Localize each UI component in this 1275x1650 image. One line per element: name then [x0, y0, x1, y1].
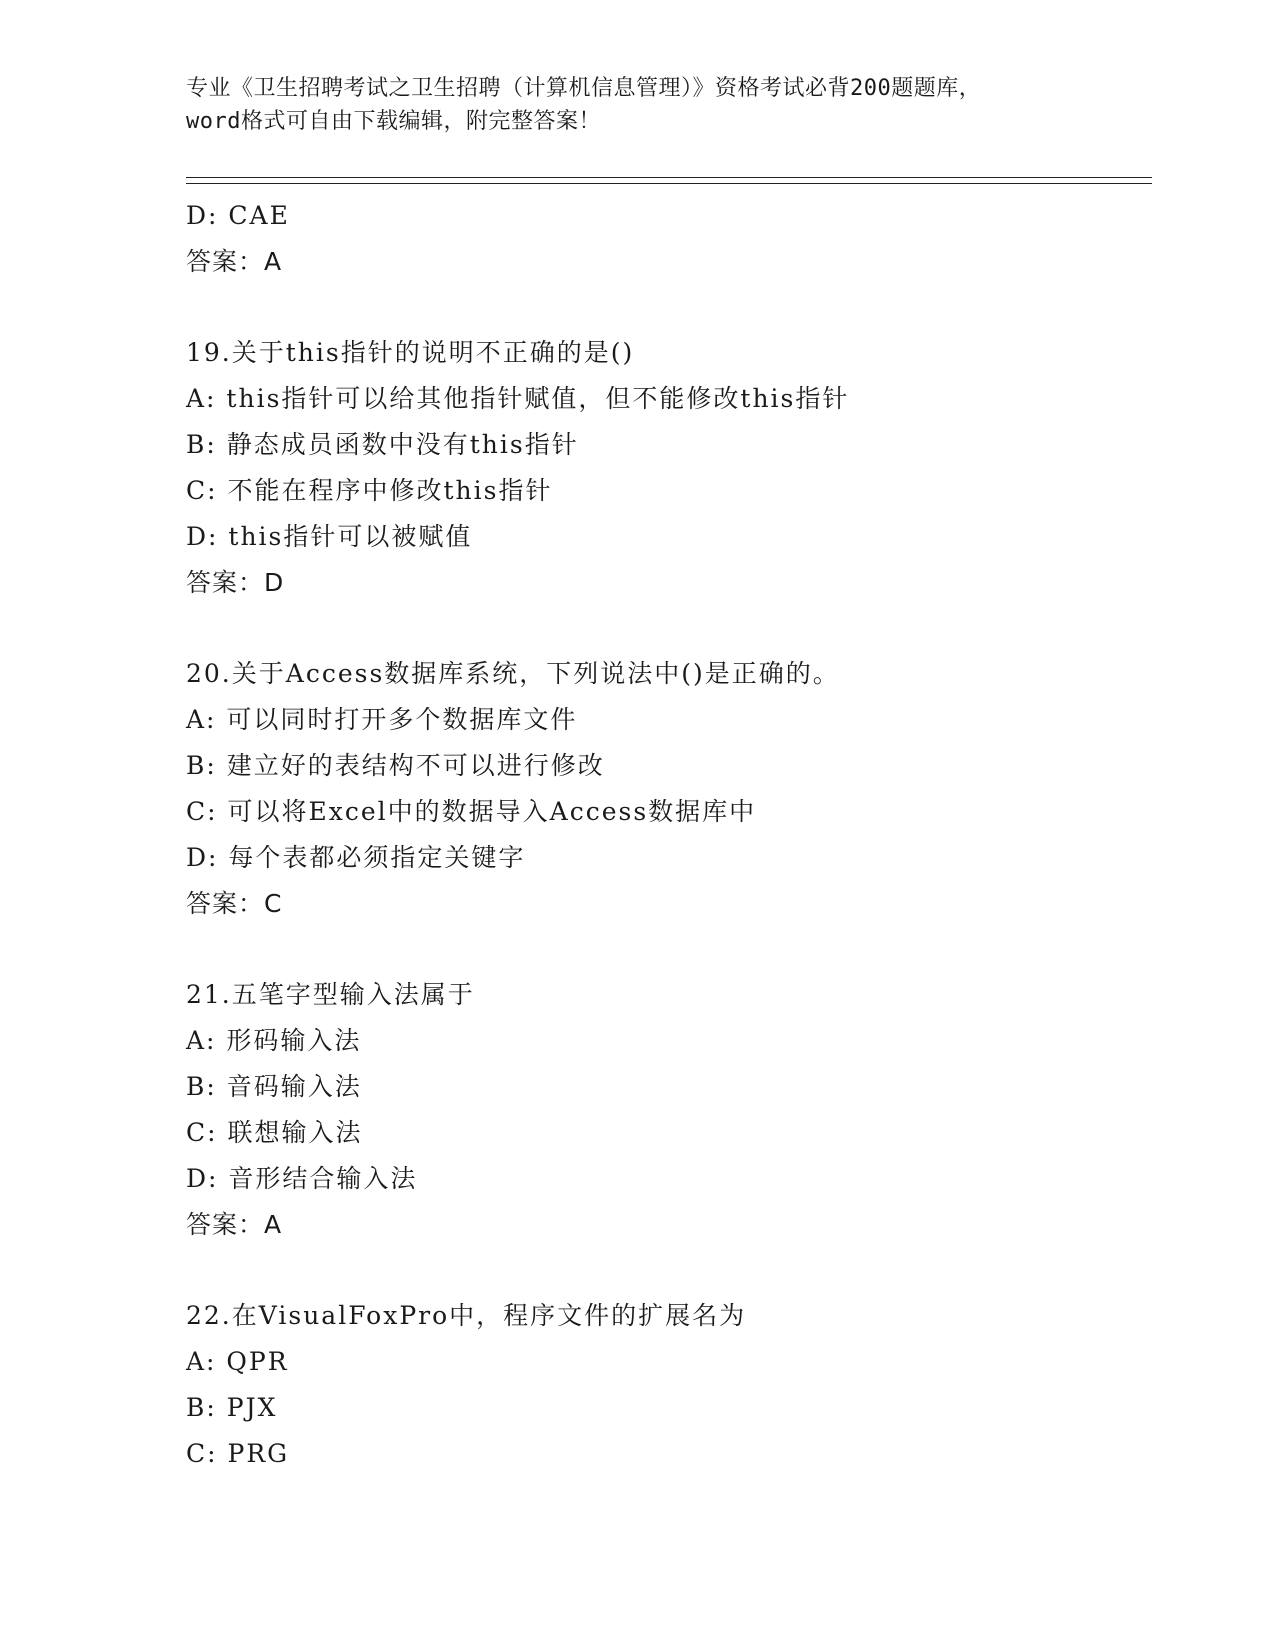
option-b: B: 建立好的表结构不可以进行修改 — [186, 751, 605, 780]
option-d: D: 每个表都必须指定关键字 — [186, 843, 526, 872]
header-title-line-2: word格式可自由下载编辑，附完整答案！ — [186, 109, 601, 134]
answer-line: 答案：C — [186, 889, 283, 918]
question-stem: 21.五笔字型输入法属于 — [186, 980, 475, 1009]
question-block — [186, 1293, 1186, 1477]
option-b: B: PJX — [186, 1393, 278, 1422]
question-stem: 19.关于this指针的说明不正确的是() — [186, 338, 635, 367]
header-rule-top — [186, 177, 1152, 178]
question-block — [186, 972, 1186, 1248]
option-c: C: 联想输入法 — [186, 1118, 363, 1147]
header-title-line-1: 专业《卫生招聘考试之卫生招聘（计算机信息管理）》资格考试必背200题题库， — [186, 76, 982, 101]
question-stem: 20.关于Access数据库系统，下列说法中()是正确的。 — [186, 659, 840, 688]
option-d: D: this指针可以被赋值 — [186, 522, 473, 551]
question-block — [186, 330, 1186, 606]
header-rule-bottom — [186, 183, 1152, 184]
answer-line: 答案：A — [186, 1210, 283, 1239]
option-b: B: 静态成员函数中没有this指针 — [186, 430, 579, 459]
question-stem: 22.在VisualFoxPro中，程序文件的扩展名为 — [186, 1301, 747, 1330]
option-c: C: 可以将Excel中的数据导入Access数据库中 — [186, 797, 757, 826]
option-a: A: QPR — [186, 1347, 289, 1376]
question-list — [186, 193, 1186, 1477]
option-a: A: 可以同时打开多个数据库文件 — [186, 705, 578, 734]
question-block — [186, 651, 1186, 927]
document-header — [186, 72, 1086, 138]
option-b: B: 音码输入法 — [186, 1072, 362, 1101]
option-d: D: CAE — [186, 201, 290, 230]
option-a: A: 形码输入法 — [186, 1026, 362, 1055]
option-c: C: 不能在程序中修改this指针 — [186, 476, 553, 505]
answer-line: 答案：A — [186, 247, 283, 276]
answer-line: 答案：D — [186, 568, 285, 597]
option-a: A: this指针可以给其他指针赋值，但不能修改this指针 — [186, 384, 850, 413]
option-c: C: PRG — [186, 1439, 290, 1468]
option-d: D: 音形结合输入法 — [186, 1164, 418, 1193]
